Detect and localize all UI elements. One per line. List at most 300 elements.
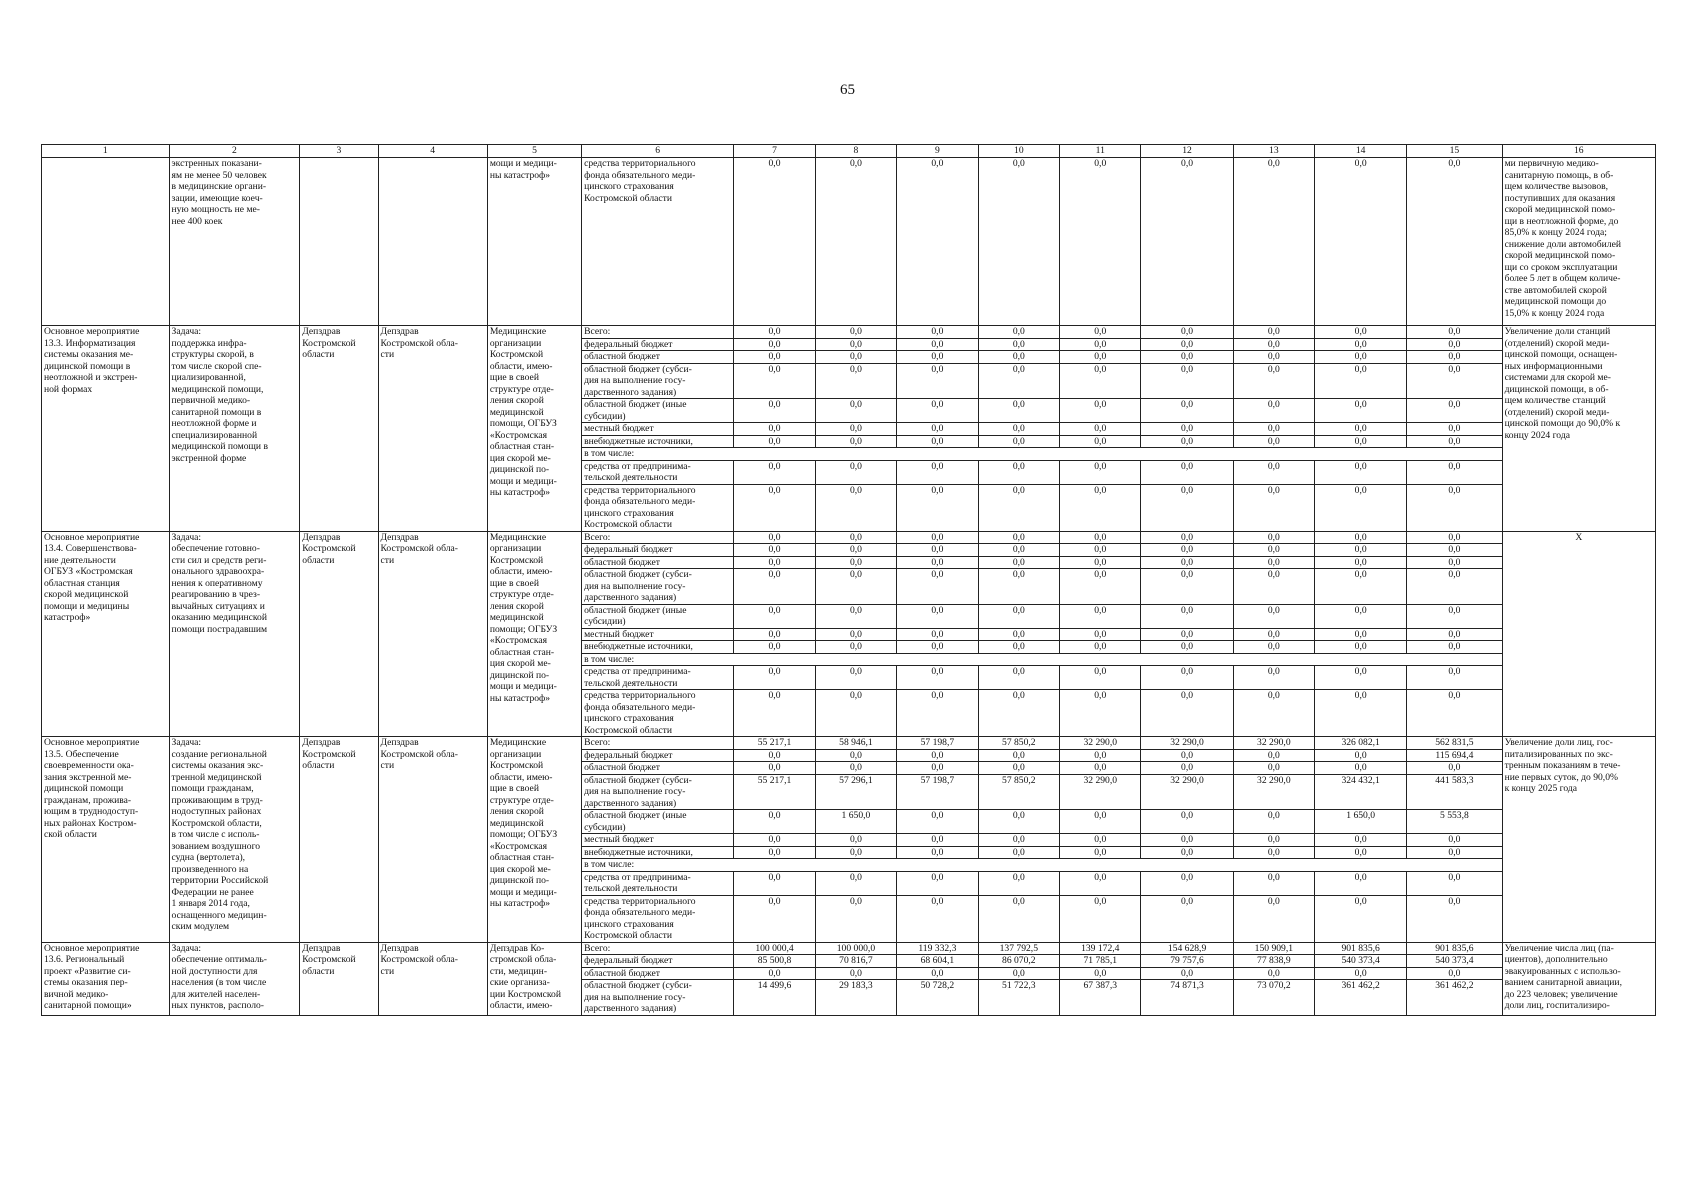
amount-cell: 100 000,0 <box>815 942 896 955</box>
amount-cell: 0,0 <box>1060 967 1141 980</box>
amount-cell: 0,0 <box>1407 834 1502 847</box>
amount-cell: 0,0 <box>897 762 978 775</box>
column-number-cell: 6 <box>582 145 734 158</box>
funding-source-cell: Всего: <box>582 737 734 750</box>
amount-cell: 0,0 <box>978 762 1059 775</box>
amount-cell: 0,0 <box>1141 834 1233 847</box>
amount-cell: 0,0 <box>1141 531 1233 544</box>
amount-cell: 32 290,0 <box>1141 737 1233 750</box>
amount-cell: 0,0 <box>815 399 896 423</box>
amount-cell: 0,0 <box>897 158 978 326</box>
amount-cell: 0,0 <box>1407 690 1502 737</box>
column-number-cell: 10 <box>978 145 1059 158</box>
column-number-cell: 2 <box>169 145 300 158</box>
amount-cell: 0,0 <box>1233 435 1314 448</box>
responsible-cell: Депздрав Костромской области <box>300 326 378 532</box>
amount-cell: 0,0 <box>1141 423 1233 436</box>
amount-cell: 50 728,2 <box>897 980 978 1016</box>
amount-cell: 0,0 <box>978 666 1059 690</box>
amount-cell: 0,0 <box>1060 690 1141 737</box>
funding-source-cell: в том числе: <box>582 448 1502 461</box>
amount-cell: 0,0 <box>1060 762 1141 775</box>
table-row <box>42 942 1656 955</box>
amount-cell: 0,0 <box>1060 399 1141 423</box>
amount-cell: 0,0 <box>978 158 1059 326</box>
amount-cell: 100 000,4 <box>734 942 815 955</box>
amount-cell: 0,0 <box>815 544 896 557</box>
amount-cell: 0,0 <box>1315 460 1407 484</box>
amount-cell: 0,0 <box>1407 423 1502 436</box>
measure-cell: Основное мероприятие 13.3. Информатизация системы оказания ме- дицинской помощи в неотложной и экстрен- ной формах <box>42 326 170 532</box>
column-number-cell: 11 <box>1060 145 1141 158</box>
amount-cell: 0,0 <box>1315 967 1407 980</box>
column-number-cell: 7 <box>734 145 815 158</box>
funding-source-cell: областной бюджет (субси- дия на выполнение госу- дарственного задания) <box>582 363 734 399</box>
indicator-cell: Увеличение доли лиц, гос- питализированных по экс- тренным показаниям в тече- ние первых суток, до 90,0% к концу 2025 года <box>1502 737 1655 943</box>
amount-cell: 0,0 <box>897 531 978 544</box>
amount-cell: 29 183,3 <box>815 980 896 1016</box>
amount-cell: 0,0 <box>978 460 1059 484</box>
amount-cell: 0,0 <box>1315 326 1407 339</box>
amount-cell: 0,0 <box>897 544 978 557</box>
column-number-cell: 4 <box>378 145 487 158</box>
amount-cell: 0,0 <box>815 628 896 641</box>
amount-cell: 0,0 <box>1060 871 1141 895</box>
amount-cell: 0,0 <box>978 351 1059 364</box>
participants-cell: Медицинские организации Костромской области, имею- щие в своей структуре отде- ления скорой медицинской помощи, ОГБУЗ «Костромская областная стан- ция скорой ме- дицинской по- мощи и медици- ны катастроф» <box>487 326 581 532</box>
funding-source-cell: Всего: <box>582 326 734 339</box>
amount-cell: 0,0 <box>734 326 815 339</box>
amount-cell: 0,0 <box>1141 967 1233 980</box>
amount-cell: 0,0 <box>897 967 978 980</box>
amount-cell: 0,0 <box>734 484 815 531</box>
amount-cell: 0,0 <box>1141 895 1233 942</box>
amount-cell: 0,0 <box>1141 749 1233 762</box>
funding-source-cell: федеральный бюджет <box>582 544 734 557</box>
amount-cell: 0,0 <box>734 871 815 895</box>
amount-cell: 0,0 <box>1060 810 1141 834</box>
amount-cell: 51 722,3 <box>978 980 1059 1016</box>
amount-cell: 0,0 <box>1407 326 1502 339</box>
amount-cell: 0,0 <box>897 569 978 605</box>
amount-cell: 0,0 <box>897 641 978 654</box>
amount-cell: 0,0 <box>1315 556 1407 569</box>
amount-cell: 0,0 <box>1233 326 1314 339</box>
amount-cell: 0,0 <box>1060 641 1141 654</box>
amount-cell: 79 757,6 <box>1141 955 1233 968</box>
amount-cell: 73 070,2 <box>1233 980 1314 1016</box>
amount-cell: 0,0 <box>734 666 815 690</box>
amount-cell: 326 082,1 <box>1315 737 1407 750</box>
responsible-cell: Депздрав Костромской области <box>300 531 378 737</box>
amount-cell: 0,0 <box>1060 363 1141 399</box>
amount-cell: 0,0 <box>1407 544 1502 557</box>
amount-cell: 0,0 <box>1407 628 1502 641</box>
task-cell: Задача: создание региональной системы оказания экс- тренной медицинской помощи гражданам, проживающим в труд- нодоступных районах Костромской области, в том числе с исполь- зованием воздушного судна (вертолета), произведенного на территории Российской Федерации не ранее 1 января 2014 года, оснащенного медицин- ским модулем <box>169 737 300 943</box>
amount-cell: 0,0 <box>1233 834 1314 847</box>
amount-cell: 0,0 <box>734 846 815 859</box>
amount-cell: 0,0 <box>1233 895 1314 942</box>
funding-source-cell: местный бюджет <box>582 423 734 436</box>
measure-cell: Основное мероприятие 13.5. Обеспечение своевременности ока- зания экстренной ме- дицинской помощи гражданам, прожива- ющим в труднодоступ- ных районах Костром- ской области <box>42 737 170 943</box>
amount-cell: 57 850,2 <box>978 774 1059 810</box>
amount-cell: 0,0 <box>1060 423 1141 436</box>
amount-cell: 57 198,7 <box>897 774 978 810</box>
amount-cell: 0,0 <box>978 326 1059 339</box>
column-number-cell: 14 <box>1315 145 1407 158</box>
amount-cell: 0,0 <box>978 810 1059 834</box>
column-number-cell: 5 <box>487 145 581 158</box>
amount-cell: 0,0 <box>1060 569 1141 605</box>
amount-cell: 0,0 <box>734 158 815 326</box>
amount-cell: 0,0 <box>1407 666 1502 690</box>
amount-cell: 0,0 <box>978 435 1059 448</box>
amount-cell: 68 604,1 <box>897 955 978 968</box>
program-measures-table <box>41 144 1656 1016</box>
amount-cell: 0,0 <box>897 810 978 834</box>
table-row <box>42 326 1656 339</box>
amount-cell: 0,0 <box>815 363 896 399</box>
amount-cell: 1 650,0 <box>1315 810 1407 834</box>
task-cell: Задача: обеспечение готовно- сти сил и средств реги- онального здравоохра- нения к оперативному реагированию в чрез- вычайных ситуациях и оказанию медицинской помощи пострадавшим <box>169 531 300 737</box>
amount-cell: 0,0 <box>1060 351 1141 364</box>
amount-cell: 0,0 <box>1315 484 1407 531</box>
column-number-cell: 1 <box>42 145 170 158</box>
amount-cell: 0,0 <box>1407 967 1502 980</box>
amount-cell: 0,0 <box>815 690 896 737</box>
indicator-cell: Х <box>1502 531 1655 737</box>
amount-cell: 0,0 <box>1233 810 1314 834</box>
amount-cell: 0,0 <box>815 531 896 544</box>
amount-cell: 0,0 <box>815 967 896 980</box>
amount-cell: 0,0 <box>1141 399 1233 423</box>
funding-source-cell: в том числе: <box>582 653 1502 666</box>
amount-cell: 0,0 <box>897 749 978 762</box>
amount-cell: 0,0 <box>897 435 978 448</box>
table-row <box>42 158 1656 326</box>
amount-cell: 0,0 <box>978 363 1059 399</box>
amount-cell: 0,0 <box>978 895 1059 942</box>
funding-source-cell: областной бюджет <box>582 351 734 364</box>
amount-cell: 0,0 <box>1315 690 1407 737</box>
funding-source-cell: средства территориального фонда обязательного меди- цинского страхования Костромской области <box>582 158 734 326</box>
funding-source-cell: Всего: <box>582 942 734 955</box>
amount-cell: 0,0 <box>978 628 1059 641</box>
task-cell: экстренных показани- ям не менее 50 человек в медицинские органи- зации, имеющие коеч- ную мощность не ме- нее 400 коек <box>169 158 300 326</box>
coexecutor-cell <box>378 158 487 326</box>
amount-cell: 0,0 <box>734 628 815 641</box>
amount-cell: 0,0 <box>1141 326 1233 339</box>
amount-cell: 0,0 <box>897 460 978 484</box>
indicator-cell: ми первичную медико- санитарную помощь, в об- щем количестве вызовов, поступивших для оказания скорой медицинской помо- щи в неотложной форме, до 85,0% к концу 2024 года; снижение доли автомобилей скорой медицинской помо- щи со сроком эксплуатации более 5 лет в общем количе- стве автомобилей скорой медицинской помощи до 15,0% к концу 2024 года <box>1502 158 1655 326</box>
amount-cell: 0,0 <box>815 762 896 775</box>
amount-cell: 0,0 <box>1407 484 1502 531</box>
amount-cell: 0,0 <box>1141 666 1233 690</box>
funding-source-cell: федеральный бюджет <box>582 338 734 351</box>
amount-cell: 85 500,8 <box>734 955 815 968</box>
funding-source-cell: федеральный бюджет <box>582 955 734 968</box>
amount-cell: 0,0 <box>978 569 1059 605</box>
table-header-row <box>42 145 1656 158</box>
amount-cell: 0,0 <box>815 871 896 895</box>
amount-cell: 0,0 <box>1141 641 1233 654</box>
funding-source-cell: областной бюджет (субси- дия на выполнение госу- дарственного задания) <box>582 774 734 810</box>
amount-cell: 0,0 <box>1233 158 1314 326</box>
amount-cell: 0,0 <box>978 544 1059 557</box>
amount-cell: 0,0 <box>734 531 815 544</box>
amount-cell: 0,0 <box>734 967 815 980</box>
amount-cell: 0,0 <box>734 338 815 351</box>
amount-cell: 0,0 <box>1407 531 1502 544</box>
funding-source-cell: внебюджетные источники, <box>582 641 734 654</box>
amount-cell: 0,0 <box>1060 484 1141 531</box>
coexecutor-cell: Депздрав Костромской обла- сти <box>378 737 487 943</box>
amount-cell: 0,0 <box>1315 641 1407 654</box>
funding-source-cell: местный бюджет <box>582 628 734 641</box>
amount-cell: 0,0 <box>1315 749 1407 762</box>
amount-cell: 0,0 <box>1141 338 1233 351</box>
participants-cell: мощи и медици- ны катастроф» <box>487 158 581 326</box>
amount-cell: 0,0 <box>897 484 978 531</box>
funding-source-cell: внебюджетные источники, <box>582 846 734 859</box>
amount-cell: 0,0 <box>1233 484 1314 531</box>
amount-cell: 0,0 <box>815 749 896 762</box>
amount-cell: 0,0 <box>1060 628 1141 641</box>
amount-cell: 0,0 <box>978 641 1059 654</box>
amount-cell: 0,0 <box>1233 749 1314 762</box>
amount-cell: 0,0 <box>1233 666 1314 690</box>
amount-cell: 57 296,1 <box>815 774 896 810</box>
funding-source-cell: в том числе: <box>582 859 1502 872</box>
amount-cell: 0,0 <box>1315 846 1407 859</box>
amount-cell: 70 816,7 <box>815 955 896 968</box>
amount-cell: 0,0 <box>1407 871 1502 895</box>
amount-cell: 0,0 <box>734 351 815 364</box>
amount-cell: 0,0 <box>978 967 1059 980</box>
amount-cell: 0,0 <box>978 484 1059 531</box>
column-number-cell: 3 <box>300 145 378 158</box>
amount-cell: 0,0 <box>1407 460 1502 484</box>
amount-cell: 0,0 <box>1407 895 1502 942</box>
amount-cell: 901 835,6 <box>1407 942 1502 955</box>
amount-cell: 0,0 <box>1233 846 1314 859</box>
amount-cell: 0,0 <box>1315 423 1407 436</box>
amount-cell: 0,0 <box>1233 399 1314 423</box>
amount-cell: 0,0 <box>815 641 896 654</box>
table-row <box>42 737 1656 750</box>
amount-cell: 0,0 <box>897 399 978 423</box>
amount-cell: 0,0 <box>1233 871 1314 895</box>
funding-source-cell: областной бюджет <box>582 762 734 775</box>
amount-cell: 0,0 <box>734 435 815 448</box>
amount-cell: 0,0 <box>1060 834 1141 847</box>
amount-cell: 0,0 <box>978 556 1059 569</box>
amount-cell: 0,0 <box>1060 338 1141 351</box>
responsible-cell: Депздрав Костромской области <box>300 737 378 943</box>
amount-cell: 0,0 <box>1141 544 1233 557</box>
amount-cell: 0,0 <box>734 749 815 762</box>
amount-cell: 0,0 <box>1233 569 1314 605</box>
amount-cell: 55 217,1 <box>734 737 815 750</box>
amount-cell: 0,0 <box>1233 544 1314 557</box>
amount-cell: 0,0 <box>1315 604 1407 628</box>
amount-cell: 0,0 <box>734 363 815 399</box>
amount-cell: 0,0 <box>734 569 815 605</box>
amount-cell: 137 792,5 <box>978 942 1059 955</box>
amount-cell: 0,0 <box>1060 460 1141 484</box>
amount-cell: 0,0 <box>1407 569 1502 605</box>
amount-cell: 1 650,0 <box>815 810 896 834</box>
amount-cell: 441 583,3 <box>1407 774 1502 810</box>
amount-cell: 0,0 <box>978 423 1059 436</box>
amount-cell: 71 785,1 <box>1060 955 1141 968</box>
amount-cell: 0,0 <box>734 834 815 847</box>
amount-cell: 0,0 <box>1315 544 1407 557</box>
amount-cell: 0,0 <box>1060 544 1141 557</box>
amount-cell: 0,0 <box>897 363 978 399</box>
funding-source-cell: Всего: <box>582 531 734 544</box>
amount-cell: 139 172,4 <box>1060 942 1141 955</box>
amount-cell: 0,0 <box>897 666 978 690</box>
funding-source-cell: областной бюджет (субси- дия на выполнение госу- дарственного задания) <box>582 569 734 605</box>
amount-cell: 0,0 <box>815 666 896 690</box>
coexecutor-cell: Депздрав Костромской обла- сти <box>378 531 487 737</box>
task-cell: Задача: поддержка инфра- структуры скорой, в том числе скорой спе- циализированной, медицинской помощи, первичной медико- санитарной помощи в неотложной форме и специализированной медицинской помощи в экстренной форме <box>169 326 300 532</box>
funding-source-cell: средства территориального фонда обязательного меди- цинского страхования Костромской области <box>582 484 734 531</box>
amount-cell: 0,0 <box>1315 762 1407 775</box>
amount-cell: 0,0 <box>734 604 815 628</box>
amount-cell: 0,0 <box>1315 338 1407 351</box>
amount-cell: 0,0 <box>1233 604 1314 628</box>
amount-cell: 0,0 <box>1060 531 1141 544</box>
amount-cell: 361 462,2 <box>1407 980 1502 1016</box>
amount-cell: 0,0 <box>897 846 978 859</box>
funding-source-cell: областной бюджет (иные субсидии) <box>582 399 734 423</box>
amount-cell: 0,0 <box>815 158 896 326</box>
amount-cell: 562 831,5 <box>1407 737 1502 750</box>
amount-cell: 0,0 <box>1060 666 1141 690</box>
amount-cell: 0,0 <box>815 435 896 448</box>
amount-cell: 0,0 <box>1233 363 1314 399</box>
amount-cell: 0,0 <box>734 556 815 569</box>
amount-cell: 0,0 <box>1060 435 1141 448</box>
amount-cell: 0,0 <box>1060 158 1141 326</box>
amount-cell: 57 850,2 <box>978 737 1059 750</box>
amount-cell: 0,0 <box>1141 871 1233 895</box>
amount-cell: 0,0 <box>1233 460 1314 484</box>
amount-cell: 32 290,0 <box>1060 737 1141 750</box>
table-row <box>42 531 1656 544</box>
amount-cell: 0,0 <box>1315 666 1407 690</box>
indicator-cell: Увеличение доли станций (отделений) скорой меди- цинской помощи, оснащен- ных информационными системами для скорой ме- дицинской помощи, в об- щем количестве станций (отделений) скорой меди- цинской помощи до 90,0% к концу 2024 года <box>1502 326 1655 532</box>
coexecutor-cell: Депздрав Костромской обла- сти <box>378 942 487 1015</box>
amount-cell: 0,0 <box>978 690 1059 737</box>
amount-cell: 540 373,4 <box>1315 955 1407 968</box>
amount-cell: 0,0 <box>897 871 978 895</box>
amount-cell: 0,0 <box>1407 846 1502 859</box>
amount-cell: 0,0 <box>815 484 896 531</box>
funding-source-cell: средства от предпринима- тельской деятельности <box>582 460 734 484</box>
amount-cell: 5 553,8 <box>1407 810 1502 834</box>
amount-cell: 0,0 <box>1233 690 1314 737</box>
amount-cell: 0,0 <box>1141 604 1233 628</box>
amount-cell: 0,0 <box>1315 628 1407 641</box>
amount-cell: 0,0 <box>897 628 978 641</box>
amount-cell: 0,0 <box>1060 846 1141 859</box>
amount-cell: 0,0 <box>734 690 815 737</box>
amount-cell: 32 290,0 <box>1141 774 1233 810</box>
amount-cell: 154 628,9 <box>1141 942 1233 955</box>
amount-cell: 540 373,4 <box>1407 955 1502 968</box>
funding-source-cell: областной бюджет <box>582 967 734 980</box>
amount-cell: 0,0 <box>1141 569 1233 605</box>
amount-cell: 0,0 <box>1233 531 1314 544</box>
amount-cell: 0,0 <box>1141 435 1233 448</box>
amount-cell: 58 946,1 <box>815 737 896 750</box>
amount-cell: 0,0 <box>1315 834 1407 847</box>
amount-cell: 901 835,6 <box>1315 942 1407 955</box>
amount-cell: 0,0 <box>897 690 978 737</box>
amount-cell: 0,0 <box>1060 749 1141 762</box>
amount-cell: 0,0 <box>978 338 1059 351</box>
amount-cell: 0,0 <box>1141 810 1233 834</box>
amount-cell: 0,0 <box>1407 363 1502 399</box>
amount-cell: 0,0 <box>1141 460 1233 484</box>
amount-cell: 0,0 <box>1407 641 1502 654</box>
amount-cell: 0,0 <box>815 460 896 484</box>
coexecutor-cell: Депздрав Костромской обла- сти <box>378 326 487 532</box>
amount-cell: 0,0 <box>1141 484 1233 531</box>
amount-cell: 57 198,7 <box>897 737 978 750</box>
column-number-cell: 16 <box>1502 145 1655 158</box>
amount-cell: 0,0 <box>1141 363 1233 399</box>
amount-cell: 119 332,3 <box>897 942 978 955</box>
amount-cell: 0,0 <box>1233 967 1314 980</box>
amount-cell: 0,0 <box>1141 351 1233 364</box>
amount-cell: 32 290,0 <box>1060 774 1141 810</box>
responsible-cell <box>300 158 378 326</box>
amount-cell: 361 462,2 <box>1315 980 1407 1016</box>
amount-cell: 0,0 <box>815 569 896 605</box>
funding-source-cell: средства от предпринима- тельской деятельности <box>582 871 734 895</box>
amount-cell: 0,0 <box>1407 338 1502 351</box>
participants-cell: Депздрав Ко- стромской обла- сти, медицин- ские организа- ции Костромской области, имею- <box>487 942 581 1015</box>
amount-cell: 0,0 <box>978 834 1059 847</box>
amount-cell: 0,0 <box>734 460 815 484</box>
amount-cell: 77 838,9 <box>1233 955 1314 968</box>
amount-cell: 0,0 <box>1315 158 1407 326</box>
funding-source-cell: областной бюджет (иные субсидии) <box>582 810 734 834</box>
amount-cell: 0,0 <box>1315 895 1407 942</box>
amount-cell: 0,0 <box>1060 326 1141 339</box>
amount-cell: 0,0 <box>978 604 1059 628</box>
amount-cell: 0,0 <box>1315 399 1407 423</box>
amount-cell: 150 909,1 <box>1233 942 1314 955</box>
amount-cell: 0,0 <box>1407 762 1502 775</box>
amount-cell: 32 290,0 <box>1233 737 1314 750</box>
amount-cell: 0,0 <box>734 544 815 557</box>
amount-cell: 0,0 <box>1233 556 1314 569</box>
funding-source-cell: средства территориального фонда обязательного меди- цинского страхования Костромской области <box>582 895 734 942</box>
amount-cell: 0,0 <box>1233 628 1314 641</box>
amount-cell: 0,0 <box>1407 604 1502 628</box>
amount-cell: 0,0 <box>1315 435 1407 448</box>
amount-cell: 0,0 <box>1315 363 1407 399</box>
amount-cell: 0,0 <box>897 604 978 628</box>
amount-cell: 0,0 <box>815 834 896 847</box>
funding-source-cell: внебюджетные источники, <box>582 435 734 448</box>
amount-cell: 0,0 <box>734 423 815 436</box>
